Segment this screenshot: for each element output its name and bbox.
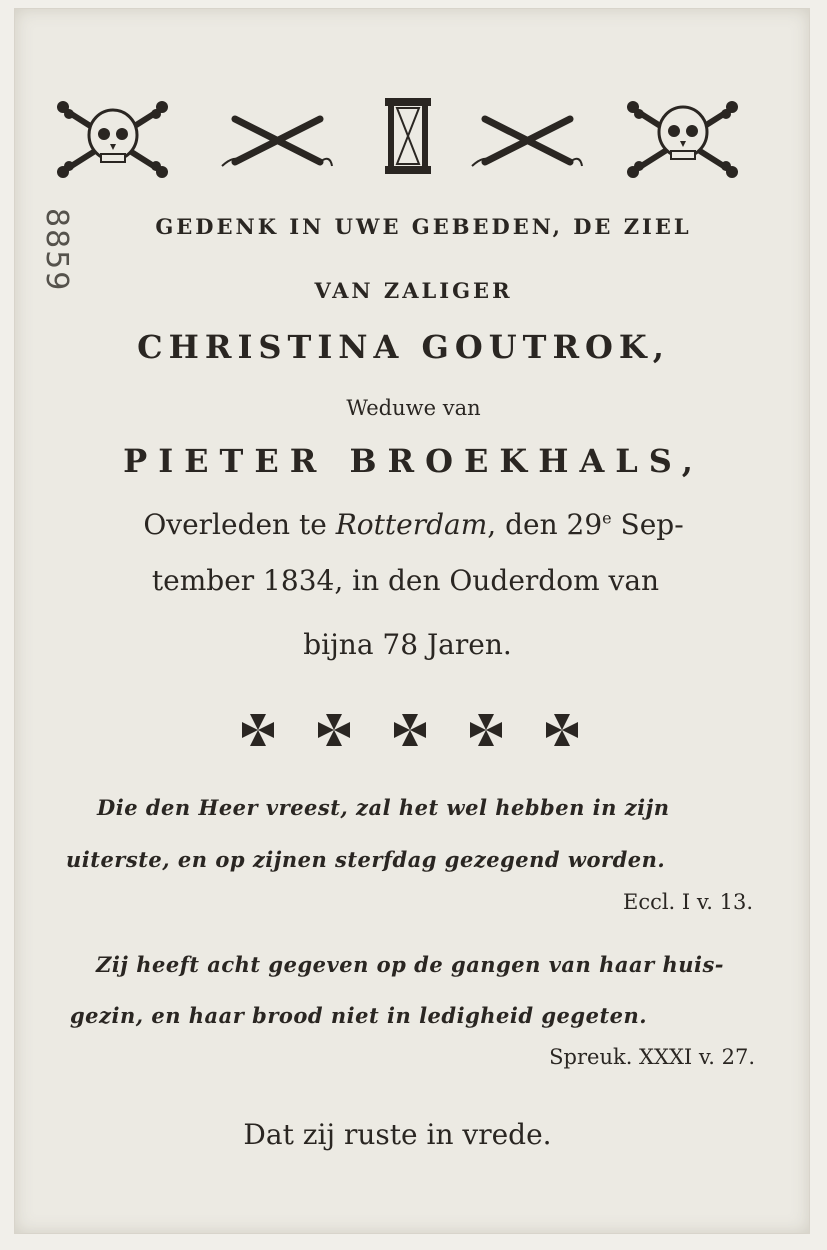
verse-1-line-2: uiterste, en op zijnen sterfdag gezegend worden. (66, 847, 666, 872)
heading-line-2: VAN ZALIGER (314, 278, 513, 303)
crossed-torches-icon (470, 104, 585, 174)
heading-line-1: GEDENK IN UWE GEBEDEN, DE ZIEL (155, 214, 692, 239)
death-notice-line-1: Overleden te Rotterdam, den 29e Sep- (143, 508, 684, 541)
maltese-cross-icon (240, 712, 276, 752)
closing-line: Dat zij ruste in vrede. (243, 1118, 552, 1151)
verse-2-line-1: Zij heeft acht gegeven op de gangen van haar huis- (96, 952, 724, 977)
hourglass-icon (383, 96, 433, 176)
verse-2-reference: Spreuk. XXXI v. 27. (549, 1045, 755, 1069)
verse-1-reference: Eccl. I v. 13. (622, 890, 753, 914)
maltese-cross-icon (468, 712, 504, 752)
emblem-row (0, 90, 827, 185)
spouse-name: PIETER BROEKHALS, (123, 442, 704, 480)
deceased-name: CHRISTINA GOUTROK, (137, 328, 670, 366)
death-notice-line-3: bijna 78 Jaren. (303, 628, 512, 661)
skull-crossbones-icon (625, 90, 740, 180)
death-place: Rotterdam (335, 508, 488, 541)
skull-crossbones-icon (55, 90, 170, 180)
maltese-cross-icon (316, 712, 352, 752)
crossed-torches-icon (220, 104, 335, 174)
death-notice-line-2: tember 1834, in den Ouderdom van (151, 564, 660, 597)
maltese-cross-icon (392, 712, 428, 752)
archive-number: 8859 (39, 208, 74, 293)
cross-ornament-row (240, 712, 580, 752)
maltese-cross-icon (544, 712, 580, 752)
verse-1-line-1: Die den Heer vreest, zal het wel hebben in zijn (97, 795, 670, 820)
relation-text: Weduwe van (346, 396, 481, 420)
verse-2-line-2: gezin, en haar brood niet in ledigheid gegeten. (70, 1003, 648, 1028)
